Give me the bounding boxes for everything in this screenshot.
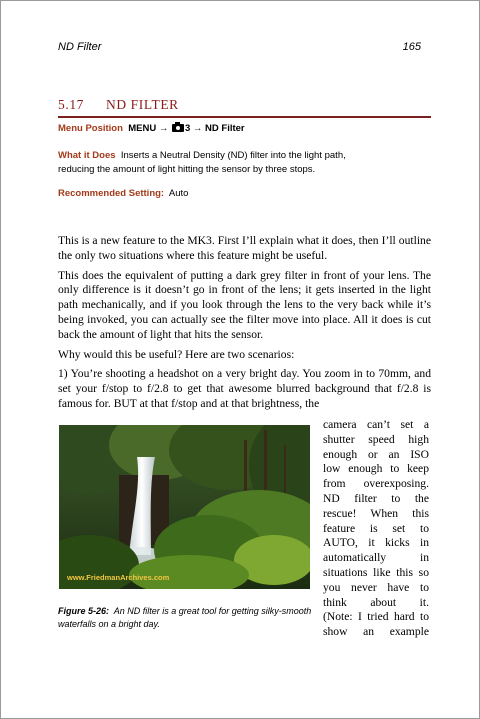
wrap-line: (Note: I tried hard to bbox=[323, 610, 429, 624]
wrap-line: situations like this so bbox=[323, 565, 429, 579]
caption-text: An ND filter is a great tool for getting silky-smooth waterfalls on a bright day. bbox=[58, 606, 312, 629]
section-number: 5.17 bbox=[58, 97, 85, 112]
what-it-does-line2: reducing the amount of light hitting the sensor by three stops. bbox=[58, 164, 316, 175]
body-text bbox=[58, 234, 431, 417]
wrap-line: from overexposing. bbox=[323, 477, 429, 491]
wrap-line: think about it. bbox=[323, 595, 429, 609]
wrap-line: low enough to keep bbox=[323, 462, 429, 476]
wrap-line: automatically in bbox=[323, 551, 429, 565]
menu-path-suffix: 3 → ND Filter bbox=[184, 123, 245, 134]
what-it-does-label: What it Does bbox=[58, 150, 116, 161]
paragraph-3: Why would this be useful? Here are two scenarios: bbox=[58, 347, 295, 361]
camera-icon bbox=[172, 124, 184, 132]
recommended-value: Auto bbox=[168, 188, 189, 199]
wrap-line: feature is set to bbox=[323, 521, 429, 535]
wrap-line: AUTO, it kicks in bbox=[323, 536, 429, 550]
wrap-line: show an example bbox=[323, 625, 429, 639]
wrap-line: you never have to bbox=[323, 580, 429, 594]
wrap-line: ND filter to the bbox=[323, 491, 429, 505]
wrap-line: camera can’t set a bbox=[323, 418, 429, 431]
wrap-line: enough or an ISO bbox=[323, 447, 429, 461]
figure-caption bbox=[58, 605, 313, 631]
page-number: 165 bbox=[402, 41, 421, 53]
wrap-line: rescue! When this bbox=[323, 506, 429, 520]
menu-path-prefix: MENU → bbox=[128, 123, 169, 134]
wrap-line: shutter speed high bbox=[323, 432, 429, 446]
paragraph-1: This is a new feature to the MK3. First I’ll explain what it does, then I’ll outline the only two situations where this feature might be useful. bbox=[58, 234, 431, 262]
waterfall-image bbox=[59, 425, 310, 589]
what-it-does-line1: Inserts a Neutral Density (ND) filter into the light path, bbox=[120, 150, 346, 161]
menu-position-label: Menu Position bbox=[58, 123, 123, 134]
wrapped-text-column bbox=[323, 418, 429, 640]
recommended-label: Recommended Setting: bbox=[58, 188, 165, 199]
menu-position bbox=[58, 122, 431, 136]
what-it-does bbox=[58, 149, 431, 177]
waterfall-photo bbox=[59, 425, 310, 589]
section-heading bbox=[58, 97, 431, 118]
caption-label: Figure 5-26: bbox=[58, 606, 110, 616]
paragraph-4: 1) You’re shooting a headshot on a very bright day. You zoom in to 70mm, and set your f/stop to f/2.8 to get that awesome blurred background that f/2.8 is famous for. BUT at that f/stop and at that brightness, the bbox=[58, 367, 431, 410]
paragraph-2: This does the equivalent of putting a dark grey filter in front of your lens. The only difference is it doesn’t go in front of the lens; it gets inserted in the light path mechanically, and if you look through the lens to the very back while it’s being invoked, you can actually see the filter move into place. All it does is cut back the amount of light that hits the sensor. bbox=[58, 268, 431, 341]
section-title: ND FILTER bbox=[106, 97, 179, 112]
photo-watermark: www.FriedmanArchives.com bbox=[67, 573, 170, 582]
header-title: ND Filter bbox=[58, 41, 102, 53]
recommended-setting bbox=[58, 187, 431, 201]
running-header bbox=[58, 41, 421, 53]
